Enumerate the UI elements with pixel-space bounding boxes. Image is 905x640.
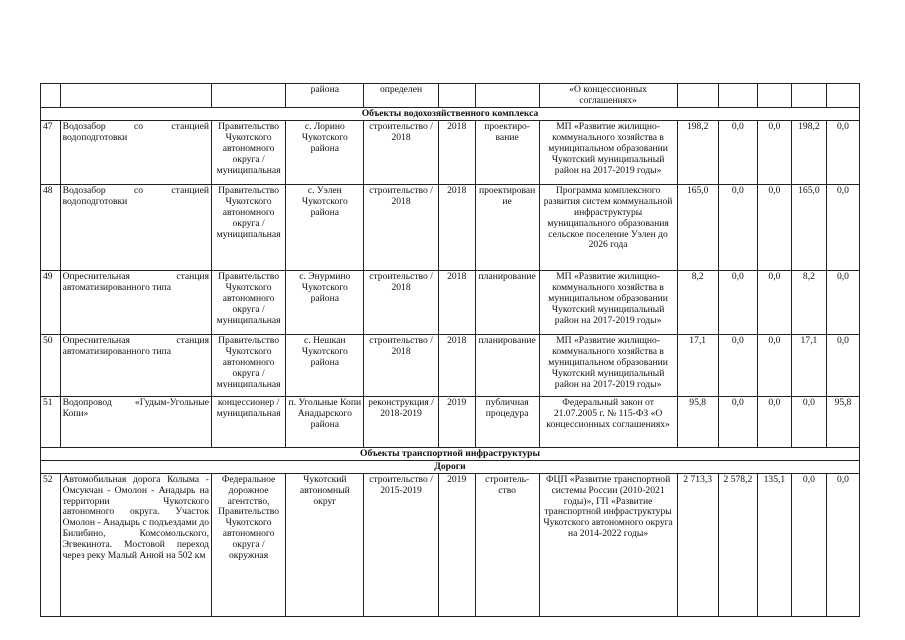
cell-owner: Правительство Чукотского автономного округа / муниципальная bbox=[212, 184, 286, 270]
cell-v1: 17,1 bbox=[677, 334, 718, 396]
cell-name: Опреснительная станция автоматизированного типа bbox=[60, 334, 211, 396]
cell-v3: 0,0 bbox=[757, 184, 791, 270]
basis-line-1: «О концессионных bbox=[569, 84, 647, 95]
cell-v2: 2 578,2 bbox=[718, 473, 757, 616]
cell-number: 48 bbox=[41, 184, 61, 270]
cell-v5: 0,0 bbox=[826, 334, 859, 396]
table-row bbox=[41, 270, 860, 334]
cell-type: строительство / 2018 bbox=[364, 270, 438, 334]
cell-basis bbox=[539, 84, 677, 108]
cell-v1: 2 713,3 bbox=[677, 473, 718, 616]
cell-owner: Правительство Чукотского автономного округа / муниципальная bbox=[212, 270, 286, 334]
cell-v4: 0,0 bbox=[791, 473, 826, 616]
cell-v4: 8,2 bbox=[791, 270, 826, 334]
cell-number: 47 bbox=[41, 120, 61, 184]
cell-owner: Федеральное дорожное агентство, Правительство Чукотского автономного округа / окружная bbox=[212, 473, 286, 616]
cell-location: Чукотский автономный округ bbox=[286, 473, 364, 616]
cell-owner: Правительство Чукотского автономного округа / муниципальная bbox=[212, 120, 286, 184]
basis-line-2: соглашениях» bbox=[579, 94, 637, 106]
cell-owner: концессионер / муниципальная bbox=[212, 396, 286, 447]
cell-location: с. Уэлен Чукотского района bbox=[286, 184, 364, 270]
cell-basis: Федеральный закон от 21.07.2005 г. № 115-ФЗ «О концессионных соглашениях» bbox=[539, 396, 677, 447]
cell-owner bbox=[212, 84, 286, 108]
cell-basis: ФЦП «Развитие транспортной системы России (2010-2021 годы)», ГП «Развитие транспортной инфраструктуры Чукотского автономного округа на 2014-2022 годы» bbox=[539, 473, 677, 616]
cell-basis: Программа комплексного развития систем коммунальной инфраструктуры муниципального образования сельское поселение Уэлен до 2026 года bbox=[539, 184, 677, 270]
cell-number: 50 bbox=[41, 334, 61, 396]
cell-v3: 0,0 bbox=[757, 270, 791, 334]
cell-location: с. Лорино Чукотского района bbox=[286, 120, 364, 184]
cell-type: строительство / 2018 bbox=[364, 120, 438, 184]
cell-number: 51 bbox=[41, 396, 61, 447]
cell-basis: МП «Развитие жилищно-коммунального хозяйства в муниципальном образовании Чукотский муниципальный район на 2017-2019 годы» bbox=[539, 120, 677, 184]
cell-year: 2019 bbox=[438, 473, 475, 616]
cell-year: 2019 bbox=[438, 396, 475, 447]
cell-stage: публичная процедура bbox=[475, 396, 539, 447]
subsection-roads-title: Дороги bbox=[41, 460, 860, 473]
cell-number bbox=[41, 84, 61, 108]
section-water-title: Объекты водохозяйственного комплекса bbox=[41, 108, 860, 121]
cell-v3: 0,0 bbox=[757, 120, 791, 184]
cell-v1 bbox=[677, 84, 718, 108]
cell-v1: 8,2 bbox=[677, 270, 718, 334]
cell-type: определен bbox=[364, 84, 438, 108]
cell-stage: проектирован ие bbox=[475, 184, 539, 270]
cell-v3 bbox=[757, 84, 791, 108]
cell-v2 bbox=[718, 84, 757, 108]
cell-v5: 95,8 bbox=[826, 396, 859, 447]
cell-year: 2018 bbox=[438, 270, 475, 334]
cell-v4: 0,0 bbox=[791, 396, 826, 447]
cell-v2: 0,0 bbox=[718, 270, 757, 334]
cell-v3: 135,1 bbox=[757, 473, 791, 616]
cell-name: Водопровод «Гудым-Угольные Копи» bbox=[60, 396, 211, 447]
cell-name bbox=[60, 84, 211, 108]
cell-v5 bbox=[826, 84, 859, 108]
cell-year bbox=[438, 84, 475, 108]
cell-stage: проектиро-вание bbox=[475, 120, 539, 184]
cell-stage: планирование bbox=[475, 270, 539, 334]
cell-v5: 0,0 bbox=[826, 120, 859, 184]
investment-projects-table bbox=[40, 83, 860, 617]
cell-owner: Правительство Чукотского автономного округа / муниципальная bbox=[212, 334, 286, 396]
table-row bbox=[41, 334, 860, 396]
cell-v4: 165,0 bbox=[791, 184, 826, 270]
cell-year: 2018 bbox=[438, 334, 475, 396]
table-row-continuation bbox=[41, 84, 860, 108]
cell-basis: МП «Развитие жилищно-коммунального хозяйства в муниципальном образовании Чукотский муниципальный район на 2017-2019 годы» bbox=[539, 334, 677, 396]
cell-type: реконструкция / 2018-2019 bbox=[364, 396, 438, 447]
cell-location: п. Угольные Копи Анадырского района bbox=[286, 396, 364, 447]
cell-name: Опреснительная станция автоматизированного типа bbox=[60, 270, 211, 334]
cell-v2: 0,0 bbox=[718, 396, 757, 447]
cell-v1: 198,2 bbox=[677, 120, 718, 184]
cell-year: 2018 bbox=[438, 184, 475, 270]
table-row bbox=[41, 120, 860, 184]
cell-v4 bbox=[791, 84, 826, 108]
cell-type: строительство / 2015-2019 bbox=[364, 473, 438, 616]
cell-name: Водозабор со станцией водоподготовки bbox=[60, 120, 211, 184]
cell-v2: 0,0 bbox=[718, 120, 757, 184]
cell-v2: 0,0 bbox=[718, 184, 757, 270]
section-transport-title: Объекты транспортной инфраструктуры bbox=[41, 447, 860, 460]
cell-v3: 0,0 bbox=[757, 396, 791, 447]
cell-v1: 165,0 bbox=[677, 184, 718, 270]
cell-v2: 0,0 bbox=[718, 334, 757, 396]
section-header-row bbox=[41, 447, 860, 460]
cell-year: 2018 bbox=[438, 120, 475, 184]
cell-name: Водозабор со станцией водоподготовки bbox=[60, 184, 211, 270]
cell-v5: 0,0 bbox=[826, 184, 859, 270]
cell-v5: 0,0 bbox=[826, 473, 859, 616]
cell-v4: 198,2 bbox=[791, 120, 826, 184]
cell-stage: планирование bbox=[475, 334, 539, 396]
cell-v3: 0,0 bbox=[757, 334, 791, 396]
subsection-header-row bbox=[41, 460, 860, 473]
table-row bbox=[41, 473, 860, 616]
cell-location: с. Нешкан Чукотского района bbox=[286, 334, 364, 396]
cell-name: Автомобильная дорога Колыма - Омсукчан - Омолон - Анадырь на территории Чукотского автономного округа. Участок Омолон - Анадырь с подъездами до Билибино, Комсомольского, Эгвекинота. Мостовой переход через реку Малый Анюй на 502 км bbox=[60, 473, 211, 616]
cell-number: 52 bbox=[41, 473, 61, 616]
cell-v1: 95,8 bbox=[677, 396, 718, 447]
cell-number: 49 bbox=[41, 270, 61, 334]
section-header-row bbox=[41, 108, 860, 121]
cell-basis: МП «Развитие жилищно-коммунального хозяйства в муниципальном образовании Чукотский муниципальный район на 2017-2019 годы» bbox=[539, 270, 677, 334]
cell-stage bbox=[475, 84, 539, 108]
table-row bbox=[41, 184, 860, 270]
cell-location: района bbox=[286, 84, 364, 108]
cell-type: строительство / 2018 bbox=[364, 334, 438, 396]
cell-v5: 0,0 bbox=[826, 270, 859, 334]
cell-v4: 17,1 bbox=[791, 334, 826, 396]
cell-type: строительство / 2018 bbox=[364, 184, 438, 270]
cell-location: с. Энурмино Чукотского района bbox=[286, 270, 364, 334]
cell-stage: строитель-ство bbox=[475, 473, 539, 616]
table-row bbox=[41, 396, 860, 447]
